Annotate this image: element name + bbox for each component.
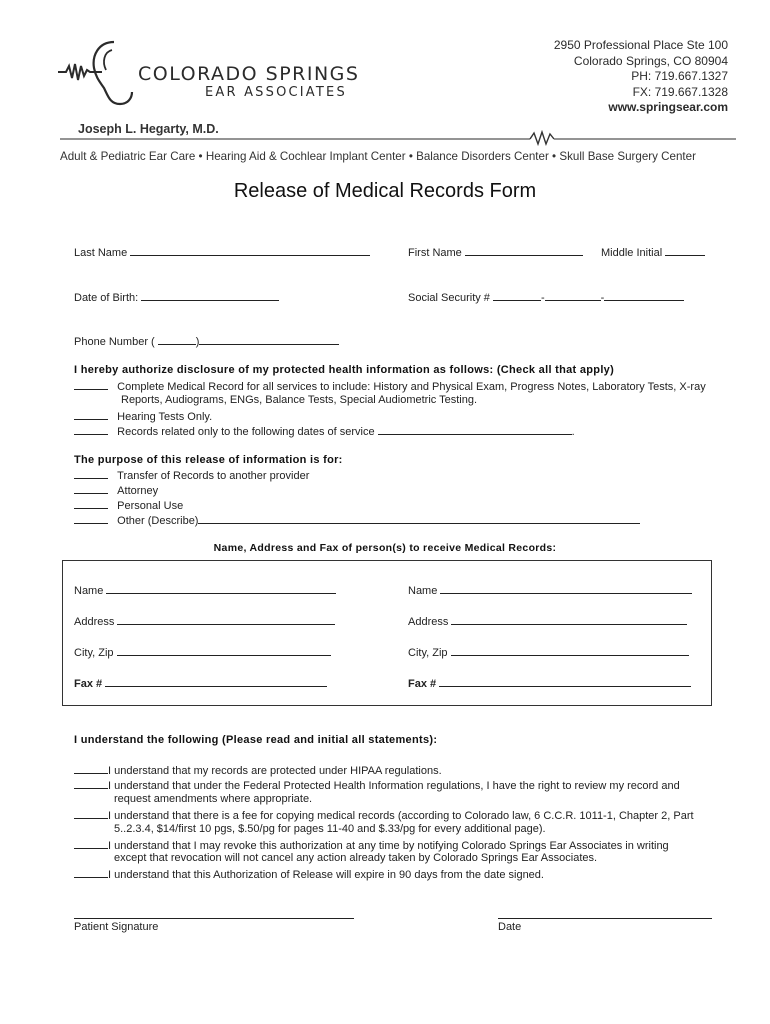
recipient1-name-row	[74, 583, 336, 597]
recipient1-name-input[interactable]	[106, 583, 336, 594]
purpose-check-3[interactable]	[74, 498, 108, 509]
recipient1-name-label: Name	[74, 585, 104, 597]
authorize-item-3: Records related only to the following dates of service .	[74, 424, 575, 438]
address-block	[554, 38, 728, 116]
statement-2-cont: request amendments where appropriate.	[114, 793, 313, 805]
phone-label: Phone Number (	[74, 336, 155, 348]
recipient-heading: Name, Address and Fax of person(s) to receive Medical Records:	[213, 542, 557, 554]
recipient2-address-input[interactable]	[451, 614, 687, 625]
phone-number: PH: 719.667.1327	[631, 69, 728, 83]
recipient1-address-input[interactable]	[117, 614, 335, 625]
fax-number: FX: 719.667.1328	[632, 84, 728, 99]
recipient1-city-label: City, Zip	[74, 647, 114, 659]
ssn-input-1[interactable]	[493, 290, 541, 301]
last-name-label: Last Name	[74, 247, 128, 259]
doctor-name: Joseph L. Hegarty, M.D.	[78, 122, 219, 136]
recipient2-name-row	[408, 583, 692, 597]
ssn-label: Social Security #	[408, 292, 490, 304]
phone-input[interactable]	[199, 334, 339, 345]
patient-signature-line[interactable]	[74, 918, 354, 919]
authorize-item-1-cont: Reports, Audiograms, ENGs, Balance Tests, Special Audiometric Testing.	[121, 394, 478, 406]
statement-text: I understand that my records are protected under HIPAA regulations.	[108, 765, 442, 777]
statement-initial-2[interactable]	[74, 778, 108, 789]
first-name-row	[408, 245, 583, 259]
dob-input[interactable]	[141, 290, 279, 301]
authorize-item-2	[74, 409, 212, 423]
ssn-input-3[interactable]	[604, 290, 684, 301]
practice-name: COLORADO SPRINGS	[138, 63, 360, 85]
form-title: Release of Medical Records Form	[233, 180, 537, 202]
authorize-item-label: Records related only to the following dates of service	[117, 426, 375, 438]
address-line2: Colorado Springs, CO 80904	[573, 53, 728, 68]
purpose-item-2	[74, 483, 158, 497]
purpose-item-label: Attorney	[117, 485, 159, 497]
authorize-item-1	[74, 379, 706, 393]
recipient1-address-row	[74, 614, 335, 628]
recipient2-address-row	[408, 614, 687, 628]
statement-initial-3[interactable]	[74, 808, 108, 819]
recipient1-address-label: Address	[74, 616, 115, 628]
purpose-item-3	[74, 498, 183, 512]
date-label: Date	[498, 921, 522, 933]
practice-sub: EAR ASSOCIATES	[205, 85, 347, 100]
recipient2-city-input[interactable]	[451, 645, 689, 656]
recipient2-fax-input[interactable]	[439, 676, 691, 687]
other-describe-input[interactable]	[198, 513, 640, 524]
statement-2	[74, 778, 680, 792]
statement-text: I understand that under the Federal Protected Health Information regulations, I have the right to review my record and	[108, 780, 680, 792]
recipient1-fax-row	[74, 676, 327, 690]
statement-text: I understand that there is a fee for copying medical records (according to Colorado law, 6 C.C.R. 1011-1, Chapter 2, Part	[108, 810, 694, 822]
purpose-heading: The purpose of this release of information is for:	[74, 454, 343, 466]
statement-initial-4[interactable]	[74, 838, 108, 849]
services-line: Adult & Pediatric Ear Care • Hearing Aid & Cochlear Implant Center • Balance Disorders Center • Skull Base Surgery Center	[60, 150, 696, 163]
purpose-item-label: Other (Describe)	[117, 515, 199, 527]
phone-area-input[interactable]	[158, 334, 196, 345]
recipient2-name-input[interactable]	[440, 583, 692, 594]
dates-of-service-input[interactable]	[378, 424, 572, 435]
recipient1-fax-input[interactable]	[105, 676, 327, 687]
authorize-check-2[interactable]	[74, 409, 108, 420]
dob-label: Date of Birth:	[74, 292, 139, 304]
purpose-check-4[interactable]	[74, 513, 108, 524]
authorize-check-1[interactable]	[74, 379, 108, 390]
ssn-row: Social Security # - -	[408, 290, 684, 304]
purpose-check-1[interactable]	[74, 468, 108, 479]
statement-4	[74, 838, 669, 852]
recipient2-address-label: Address	[408, 616, 449, 628]
patient-signature-label: Patient Signature	[74, 921, 159, 933]
phone-row: Phone Number ( )	[74, 334, 339, 348]
purpose-item-4	[74, 513, 640, 527]
statement-text: I understand that this Authorization of Release will expire in 90 days from the date signed.	[108, 869, 544, 881]
middle-initial-label: Middle Initial	[601, 247, 663, 259]
authorize-item-label: Hearing Tests Only.	[117, 411, 213, 423]
purpose-item-label: Personal Use	[117, 500, 184, 512]
first-name-label: First Name	[408, 247, 462, 259]
statement-initial-1[interactable]	[74, 763, 108, 774]
dob-row	[74, 290, 279, 304]
authorize-check-3[interactable]	[74, 424, 108, 435]
last-name-input[interactable]	[130, 245, 370, 256]
first-name-input[interactable]	[465, 245, 583, 256]
authorize-item-label: Complete Medical Record for all services to include: History and Physical Exam, Progress Notes, Laboratory Tests, X-ray	[117, 381, 706, 393]
statement-5	[74, 867, 544, 881]
address-line1: 2950 Professional Place Ste 100	[553, 38, 728, 52]
recipient1-city-row	[74, 645, 331, 659]
recipient2-city-row	[408, 645, 689, 659]
website: www.springsear.com	[608, 100, 728, 114]
middle-initial-input[interactable]	[665, 245, 705, 256]
statement-3-cont: 5..2.3.4, $14/first 10 pgs, $.50/pg for pages 11-40 and $.33/pg for every additional page).	[114, 823, 546, 835]
ssn-input-2[interactable]	[545, 290, 601, 301]
recipient2-name-label: Name	[408, 585, 438, 597]
recipient2-city-label: City, Zip	[408, 647, 448, 659]
statement-initial-5[interactable]	[74, 867, 108, 878]
statement-text: I understand that I may revoke this authorization at any time by notifying Colorado Springs Ear Associates in writing	[108, 840, 669, 852]
statement-1	[74, 763, 442, 777]
date-line[interactable]	[498, 918, 712, 919]
purpose-check-2[interactable]	[74, 483, 108, 494]
recipient2-fax-row	[408, 676, 691, 690]
middle-initial-row	[601, 245, 705, 259]
statement-4-cont: except that revocation will not cancel any action already taken by Colorado Springs Ear Associates.	[114, 852, 598, 864]
authorize-heading: I hereby authorize disclosure of my protected health information as follows: (Check all that apply)	[74, 364, 615, 376]
logo-graphic	[58, 36, 138, 110]
statement-3	[74, 808, 694, 822]
recipient1-city-input[interactable]	[117, 645, 331, 656]
understand-heading: I understand the following (Please read and initial all statements):	[74, 734, 438, 746]
recipient1-fax-label: Fax #	[74, 678, 103, 690]
purpose-item-1	[74, 468, 309, 482]
recipient2-fax-label: Fax #	[408, 678, 437, 690]
header-divider	[60, 130, 740, 146]
last-name-row	[74, 245, 370, 259]
purpose-item-label: Transfer of Records to another provider	[117, 470, 310, 482]
